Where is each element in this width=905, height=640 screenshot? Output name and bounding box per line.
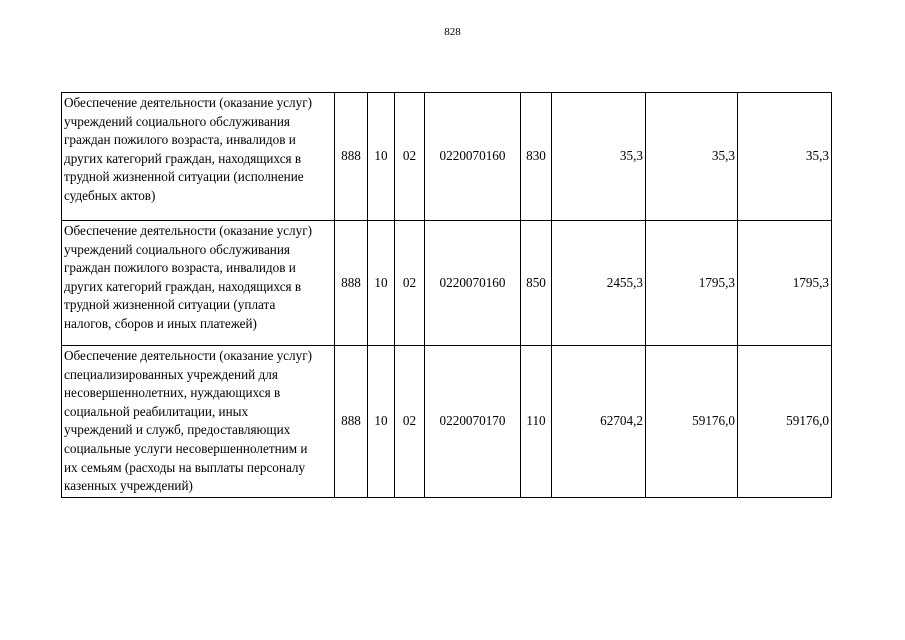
table-row	[62, 93, 832, 221]
amount-year-2: 35,3	[646, 93, 738, 221]
subsection-code: 02	[395, 221, 425, 346]
target-article-code: 0220070160	[425, 93, 521, 221]
amount-year-3: 59176,0	[738, 346, 832, 498]
ministry-code: 888	[335, 93, 368, 221]
expense-type-code: 830	[521, 93, 552, 221]
expense-type-code: 110	[521, 346, 552, 498]
amount-year-1: 35,3	[552, 93, 646, 221]
table-row	[62, 221, 832, 346]
target-article-code: 0220070170	[425, 346, 521, 498]
table-row	[62, 346, 832, 498]
section-code: 10	[368, 221, 395, 346]
amount-year-3: 35,3	[738, 93, 832, 221]
expense-description: Обеспечение деятельности (оказание услуг) учреждений социального обслуживания граждан пожилого возраста, инвалидов и других категорий граждан, находящихся в трудной жизненной ситуации (уплата налогов, сборов и иных платежей)	[62, 221, 335, 346]
expense-description: Обеспечение деятельности (оказание услуг) учреждений социального обслуживания граждан пожилого возраста, инвалидов и других категорий граждан, находящихся в трудной жизненной ситуации (исполнение судебных актов)	[62, 93, 335, 221]
amount-year-2: 59176,0	[646, 346, 738, 498]
target-article-code: 0220070160	[425, 221, 521, 346]
amount-year-1: 2455,3	[552, 221, 646, 346]
amount-year-2: 1795,3	[646, 221, 738, 346]
expense-type-code: 850	[521, 221, 552, 346]
amount-year-1: 62704,2	[552, 346, 646, 498]
section-code: 10	[368, 93, 395, 221]
subsection-code: 02	[395, 93, 425, 221]
page-number: 828	[444, 26, 461, 38]
ministry-code: 888	[335, 346, 368, 498]
amount-year-3: 1795,3	[738, 221, 832, 346]
expense-description: Обеспечение деятельности (оказание услуг) специализированных учреждений для несовершеннолетних, нуждающихся в социальной реабилитации, иных учреждений и служб, предоставляющих социальные услуги несовершеннолетним и их семьям (расходы на выплаты персоналу казенных учреждений)	[62, 346, 335, 498]
subsection-code: 02	[395, 346, 425, 498]
section-code: 10	[368, 346, 395, 498]
budget-table	[61, 92, 832, 498]
ministry-code: 888	[335, 221, 368, 346]
